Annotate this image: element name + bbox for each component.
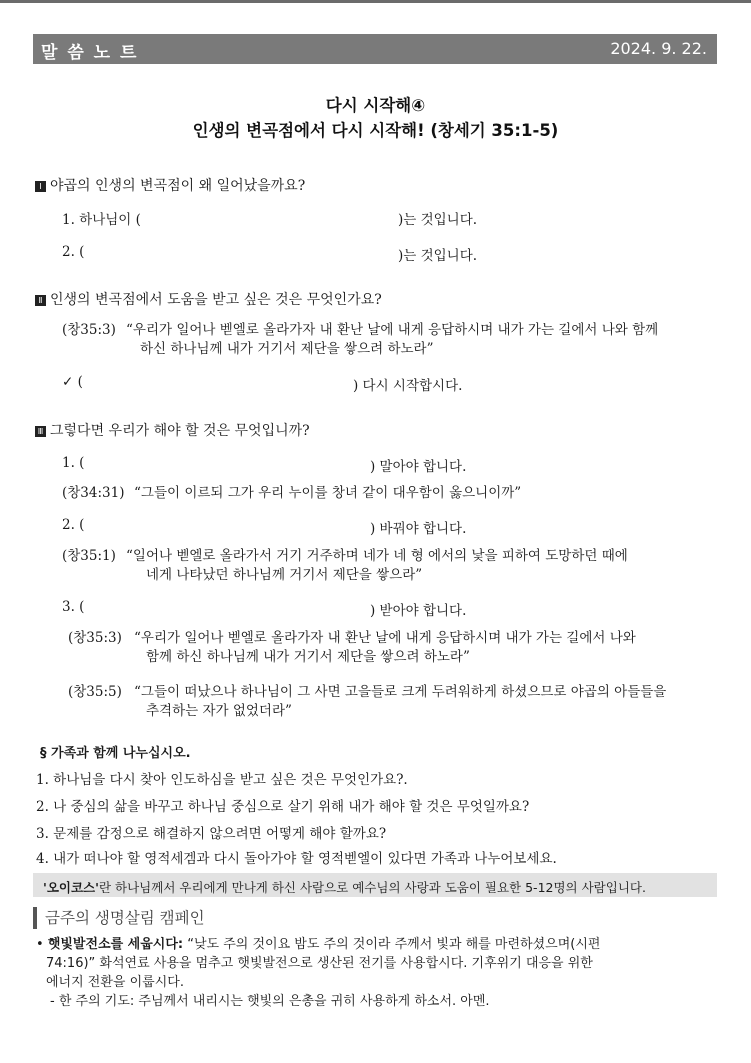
share-question-2: 2. 나 중심의 삶을 바꾸고 하나님 중심으로 살기 위해 내가 해야 할 것은 무엇일까요? [36,799,530,815]
verse-text: 하신 하나님께 내가 거기서 제단을 쌓으려 하노라” [140,341,434,357]
verse-ref: (창35:3) [62,322,116,338]
verse-ref: (창35:1) [62,548,116,564]
verse-text: “그들이 이르되 그가 우리 누이를 창녀 같이 대우함이 옳으니이까” [134,485,522,501]
top-rule [0,0,751,3]
verse-ref: (창34:31) [62,485,125,501]
verse-text: “우리가 일어나 벧엘로 올라가자 내 환난 날에 내게 응답하시며 내가 가는 길에서 나와 함께 [126,322,659,338]
header-bar [33,34,717,64]
blank-3-3-end: ) 받아야 합니다. [370,603,467,619]
sermon-title: 인생의 변곡점에서 다시 시작해! (창세기 35:1-5) [192,121,559,140]
blank-1-1: 1. 하나님이 ( [62,212,141,228]
oikos-banner [33,873,717,897]
check-blank-end: ) 다시 시작합시다. [353,378,463,394]
verse-ref: (창35:5) [68,684,122,700]
verse-text: 네게 나타났던 하나님께 거기서 제단을 쌓으라” [146,567,423,583]
campaign-text: “낮도 주의 것이요 밤도 주의 것이라 주께서 빛과 해를 마련하셨으며(시편 [183,937,601,952]
share-question-1: 1. 하나님을 다시 찾아 인도하심을 받고 싶은 것은 무엇인가요?. [36,772,408,788]
header-title: 말 씀 노 트 [41,43,139,63]
section-marker: Ⅱ [35,295,46,306]
share-question-4: 4. 내가 떠나야 할 영적세겜과 다시 돌아가야 할 영적벧엘이 있다면 가족과 나누어보세요. [36,851,557,867]
campaign-text: 에너지 전환을 이룹시다. [46,975,184,990]
verse-text: 함께 하신 하나님께 내가 거기서 제단을 쌓으려 하노라” [146,649,470,665]
sermon-series-title: 다시 시작해④ [325,96,426,115]
campaign-body [36,935,726,1011]
section-marker: Ⅰ [35,181,46,192]
section-3-question: Ⅲ 그렇다면 우리가 해야 할 것은 무엇입니까? [35,420,310,440]
section-1-question: Ⅰ 야곱의 인생의 변곡점이 왜 일어났을까요? [35,175,305,195]
verse-text: “그들이 떠났으나 하나님이 그 사면 고을들로 크게 두려워하게 하셨으므로 야곱의 아들들을 [134,684,667,700]
oikos-definition: 란 하나님께서 우리에게 만나게 하신 사람으로 예수님의 사랑과 도움이 필요한 5-12명의 사람입니다. [98,880,646,895]
campaign-text: 74:16)” 화석연료 사용을 멈추고 햇빛발전으로 생산된 전기를 사용합시다. 기후위기 대응을 위한 [46,956,593,971]
share-heading: § 가족과 함께 나누십시오. [40,746,191,761]
header-date: 2024. 9. 22. [610,39,707,58]
blank-3-1-end: ) 말아야 합니다. [370,459,467,475]
blank-1-1-end: )는 것입니다. [398,212,478,228]
oikos-term: '오이코스' [43,880,99,895]
section-2-question: Ⅱ 인생의 변곡점에서 도움을 받고 싶은 것은 무엇인가요? [35,289,382,309]
verse-text: “우리가 일어나 벧엘로 올라가자 내 환난 날에 내게 응답하시며 내가 가는 길에서 나와 [134,630,636,646]
blank-1-2: 2. ( [62,244,85,260]
campaign-heading: 금주의 생명살림 캠페인 [33,907,205,929]
share-question-3: 3. 문제를 감정으로 해결하지 않으려면 어떻게 해야 할까요? [36,826,387,842]
verse-text: 추격하는 자가 없었더라” [146,703,292,719]
campaign-prayer: - 한 주의 기도: 주님께서 내리시는 햇빛의 은총을 귀히 사용하게 하소서. 아멘. [50,994,490,1009]
blank-1-2-end: )는 것입니다. [398,248,478,264]
blank-3-3: 3. ( [62,599,85,615]
verse-ref: (창35:3) [68,630,122,646]
blank-3-2: 2. ( [62,517,85,533]
check-blank: ✓ ( [62,374,83,390]
blank-3-2-end: ) 바꿔야 합니다. [370,521,467,537]
bullet-icon: • [36,937,44,952]
verse-text: “일어나 벧엘로 올라가서 거기 거주하며 네가 네 형 에서의 낯을 피하여 도망하던 때에 [126,548,628,564]
campaign-title: 햇빛발전소를 세웁시다: [47,937,184,952]
section-marker: Ⅲ [35,426,46,437]
blank-3-1: 1. ( [62,455,85,471]
